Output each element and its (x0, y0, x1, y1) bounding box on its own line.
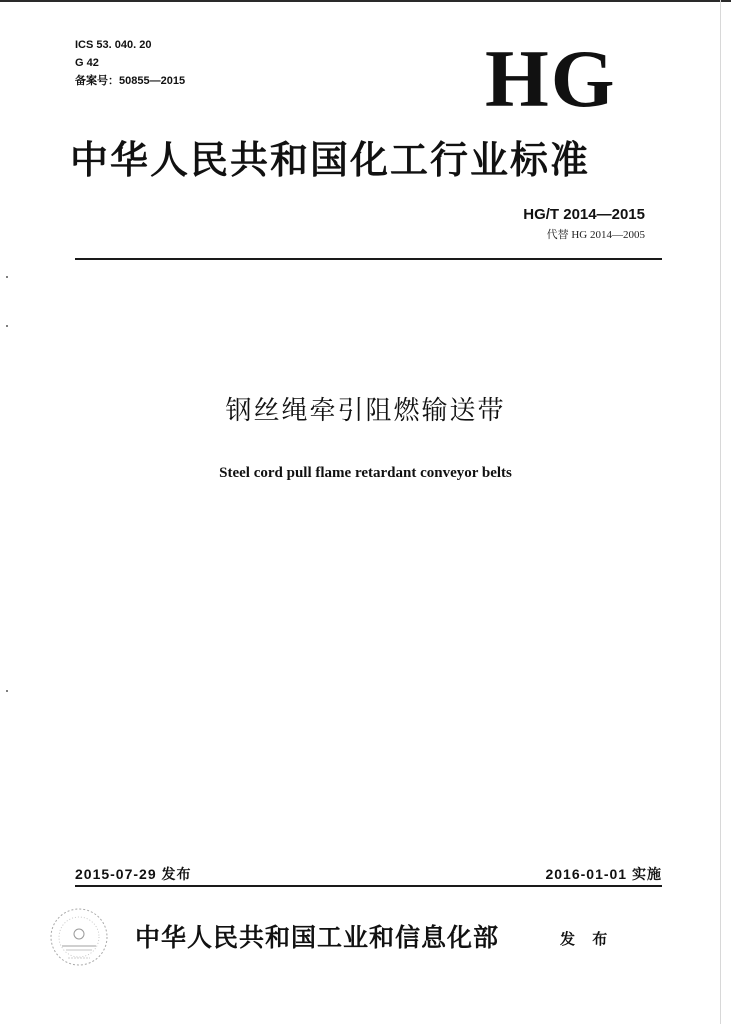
ccs-code: G 42 (75, 57, 99, 69)
page-top-border (0, 0, 731, 2)
hg-logo: HG (485, 33, 617, 124)
bottom-divider (75, 885, 662, 887)
classification-block (75, 36, 185, 90)
standard-category-title: 中华人民共和国化工行业标准 (70, 137, 591, 182)
scan-speck (6, 325, 8, 327)
document-title-chinese: 钢丝绳牵引阻燃输送带 (225, 396, 506, 426)
document-title-english: Steel cord pull flame retardant conveyor belts (219, 465, 512, 481)
standard-number: HG/T 2014—2015 (523, 206, 645, 223)
issue-date: 2015-07-29 发布 (75, 866, 192, 882)
ministry-seal-icon (48, 906, 110, 968)
top-divider (75, 258, 662, 260)
ics-code: ICS 53. 040. 20 (75, 39, 152, 51)
implementation-date: 2016-01-01 实施 (545, 866, 662, 882)
scan-speck (6, 276, 8, 278)
issuing-authority: 中华人民共和国工业和信息化部 (135, 923, 500, 952)
filing-number: 备案号：50855—2015 (75, 75, 186, 87)
issuing-label: 发 布 (560, 930, 614, 948)
scan-speck (6, 690, 8, 692)
page-right-edge (720, 0, 721, 1024)
replaces-standard: 代替 HG 2014—2005 (546, 229, 645, 241)
